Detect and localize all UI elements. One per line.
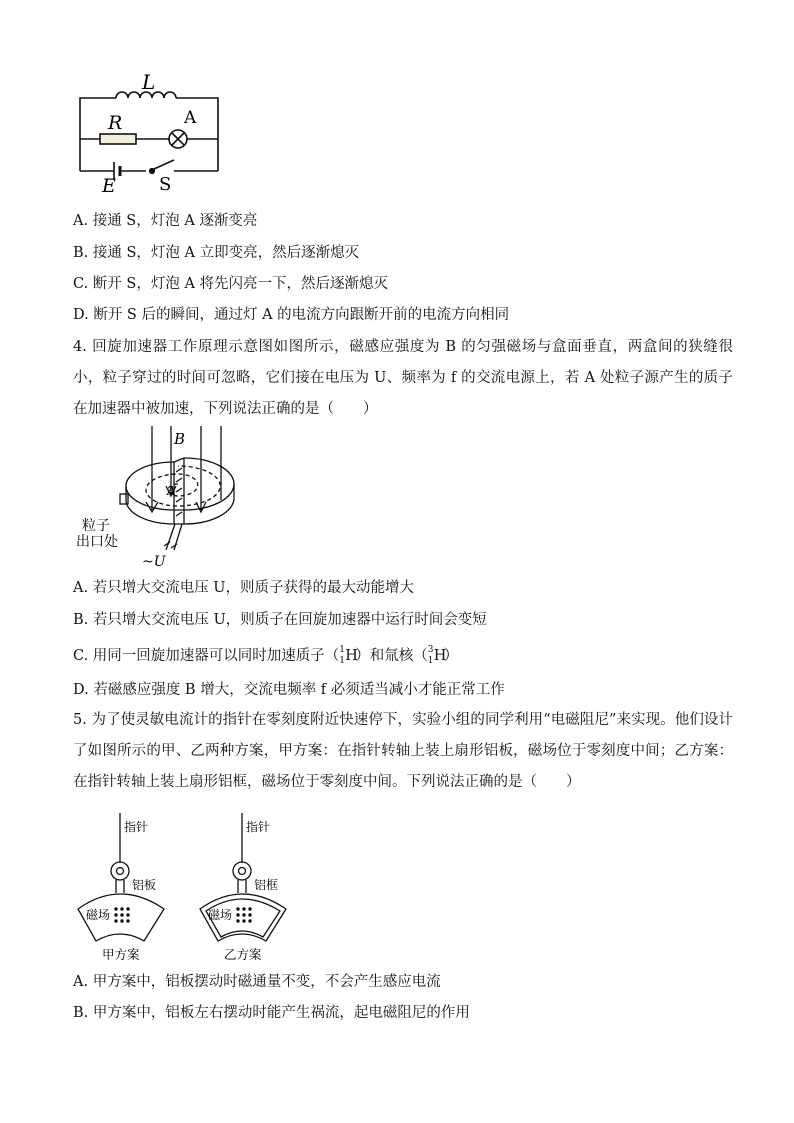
q5-stem: 5. 为了使灵敏电流计的指针在零刻度附近快速停下，实验小组的同学利用“电磁阻尼”来实现。他们设计了如图所示的甲、乙两种方案，甲方案：在指针转轴上装上扇形铝板，磁场位于零刻度中间；乙方案：在指针转轴上装上扇形铝框，磁场位于零刻度中间。下列说法正确的是（ ） (73, 712, 733, 790)
q4-option-a: A. 若只增大交流电压 U，则质子获得的最大动能增大 (73, 580, 415, 596)
q5-option-a: A. 甲方案中，铝板摆动时磁通量不变，不会产生感应电流 (73, 974, 441, 990)
frame-label: 铝框 (254, 878, 279, 892)
label-B: B (174, 430, 186, 448)
outlet-label-line1: 粒子 (82, 518, 110, 534)
outlet-label-line2: 出口处 (76, 534, 118, 550)
label-S: S (159, 174, 172, 195)
pointer-label-jia: 指针 (124, 820, 149, 834)
plate-label: 铝板 (132, 878, 157, 892)
field-label-yi: 磁场 (208, 908, 233, 922)
caption-yi: 乙方案 (224, 947, 262, 962)
q4-option-c (73, 646, 458, 666)
label-R: R (108, 112, 123, 134)
q4-option-c-end: ） (443, 648, 459, 664)
field-label-jia: 磁场 (86, 908, 111, 922)
damping-schemes-figure (72, 803, 312, 963)
rl-circuit-figure (70, 68, 230, 198)
q4-stem: 4. 回旋加速器工作原理示意图如图所示，磁感应强度为 B 的匀强磁场与盒面垂直，两盒间的狭缝很小，粒子穿过的时间可忽略，它们接在电压为 U、频率为 f 的交流电源上，若 A 处粒子源产生的质子在加速器中被加速，下列说法正确的是（ ） (73, 339, 733, 417)
tritium-symbol: 3 1 H (427, 645, 447, 666)
q4-option-b: B. 若只增大交流电压 U，则质子在回旋加速器中运行时间会变短 (73, 612, 487, 628)
proton-symbol: 1 1 H (339, 645, 358, 666)
q4-option-c-mid: ）和氚核（ (355, 648, 428, 664)
label-A: A (184, 108, 197, 128)
q4-option-d: D. 若磁感应强度 B 增大，交流电频率 f 必须适当减小才能正常工作 (73, 682, 505, 698)
cyclotron-figure (70, 422, 260, 572)
caption-jia: 甲方案 (102, 947, 140, 962)
pointer-label-yi: 指针 (246, 820, 271, 834)
q3-option-c: C. 断开 S，灯泡 A 将先闪亮一下，然后逐渐熄灭 (73, 276, 389, 292)
q3-option-a: A. 接通 S，灯泡 A 逐渐变亮 (73, 213, 258, 229)
label-U: ~U (142, 554, 166, 570)
q4-option-c-text: C. 用同一回旋加速器可以同时加速质子（ (73, 648, 340, 664)
q3-option-d: D. 断开 S 后的瞬间，通过灯 A 的电流方向跟断开前的电流方向相同 (73, 307, 510, 323)
label-A-source: A (167, 484, 176, 498)
q5-option-b: B. 甲方案中，铝板左右摆动时能产生祸流，起电磁阻尼的作用 (73, 1005, 470, 1021)
label-E: E (102, 175, 116, 197)
q3-option-b: B. 接通 S，灯泡 A 立即变亮，然后逐渐熄灭 (73, 245, 360, 261)
label-L: L (142, 70, 156, 94)
